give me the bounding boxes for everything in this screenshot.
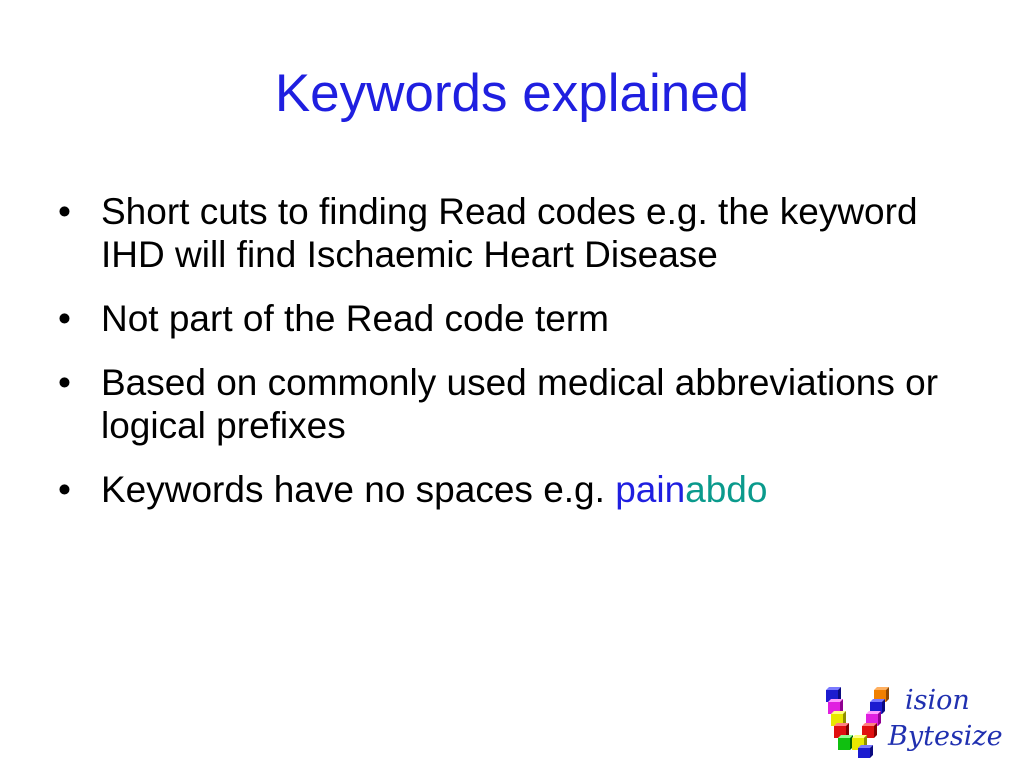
slide-title: Keywords explained <box>274 64 750 123</box>
bullet-icon: • <box>58 298 71 339</box>
vision-bytesize-logo <box>822 684 1022 760</box>
bullet-text: Based on commonly used medical abbreviations or logical prefixes <box>101 362 939 446</box>
logo-text-bytesize: Bytesize <box>888 721 1003 752</box>
bullet-icon: • <box>58 362 71 403</box>
bullet-item <box>58 361 958 447</box>
bullet-icon: • <box>58 191 71 232</box>
logo-text-ision: ision <box>905 685 970 716</box>
bullet-item <box>58 190 958 276</box>
bullet-list <box>58 190 958 532</box>
keyword-example-part1: pain <box>615 469 686 510</box>
bullet-item <box>58 297 958 340</box>
keyword-example-part2: abdo <box>685 469 768 510</box>
bullet-icon: • <box>58 469 71 510</box>
bullet-text: Short cuts to finding Read codes e.g. the keyword IHD will find Ischaemic Heart Disease <box>101 191 918 275</box>
bullet-item <box>58 468 958 511</box>
bullet-text: Not part of the Read code term <box>101 298 609 339</box>
bullet-text: Keywords have no spaces e.g. <box>101 469 616 510</box>
